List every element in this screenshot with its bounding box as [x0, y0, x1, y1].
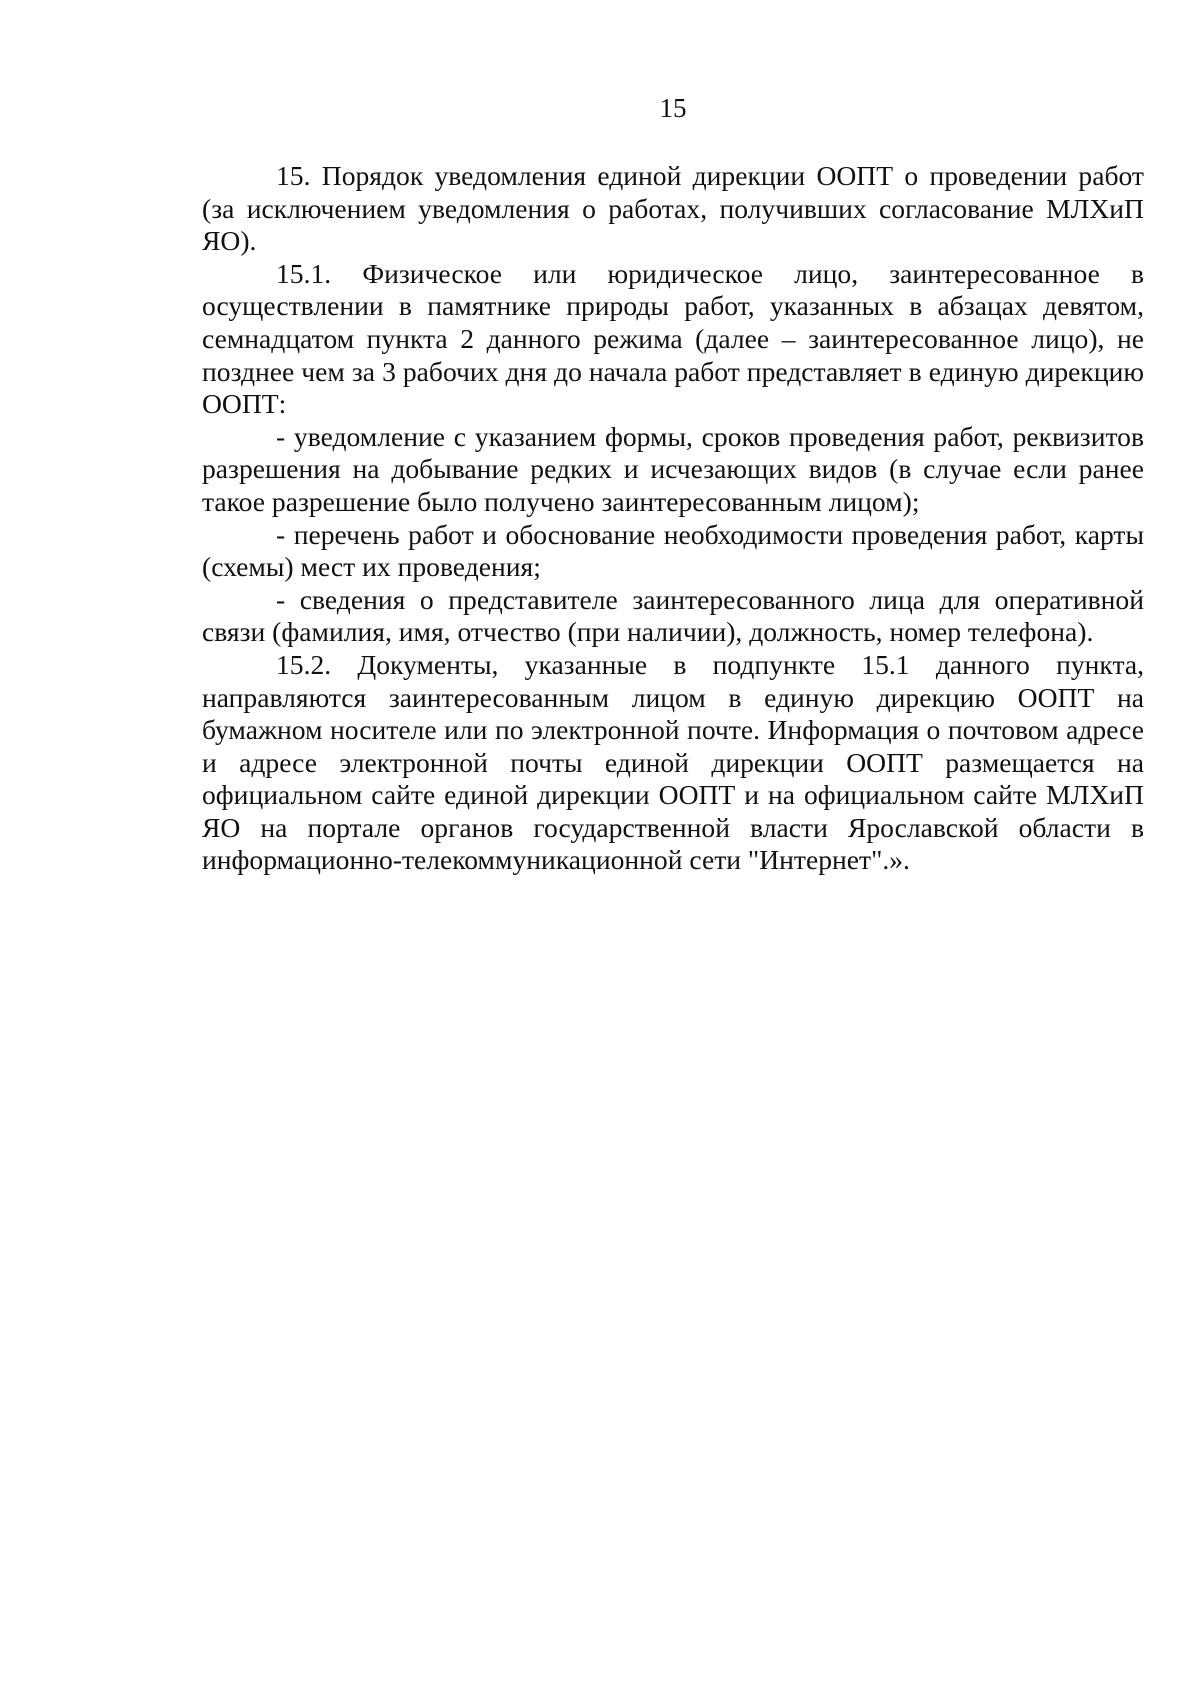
page-number: 15: [659, 93, 687, 123]
list-item-representative: - сведения о представителе заинтересованного лица для оперативной связи (фамилия, имя, отчество (при наличии), должность, номер телефона).: [202, 583, 1144, 648]
list-item-works-list: - перечень работ и обоснование необходимости проведения работ, карты (схемы) мест их проведения;: [202, 518, 1144, 583]
paragraph-15-heading: 15. Порядок уведомления единой дирекции ООПТ о проведении работ (за исключением уведомления о работах, получивших согласование МЛХиП ЯО).: [202, 160, 1144, 257]
document-body: [202, 160, 1144, 877]
paragraph-15-2: 15.2. Документы, указанные в подпункте 15.1 данного пункта, направляются заинтересованным лицом в единую дирекцию ООПТ на бумажном носителе или по электронной почте. Информация о почтовом адресе и адресе электронной почты единой дирекции ООПТ размещается на официальном сайте единой дирекции ООПТ и на официальном сайте МЛХиП ЯО на портале органов государственной власти Ярославской области в информационно-телекоммуникационной сети "Интернет".».: [202, 648, 1144, 876]
paragraph-15-1: 15.1. Физическое или юридическое лицо, заинтересованное в осуществлении в памятнике природы работ, указанных в абзацах девятом, семнадцатом пункта 2 данного режима (далее – заинтересованное лицо), не позднее чем за 3 рабочих дня до начала работ представляет в единую дирекцию ООПТ:: [202, 257, 1144, 420]
list-item-notification: - уведомление с указанием формы, сроков проведения работ, реквизитов разрешения на добывание редких и исчезающих видов (в случае если ранее такое разрешение было получено заинтересованным лицом);: [202, 420, 1144, 517]
